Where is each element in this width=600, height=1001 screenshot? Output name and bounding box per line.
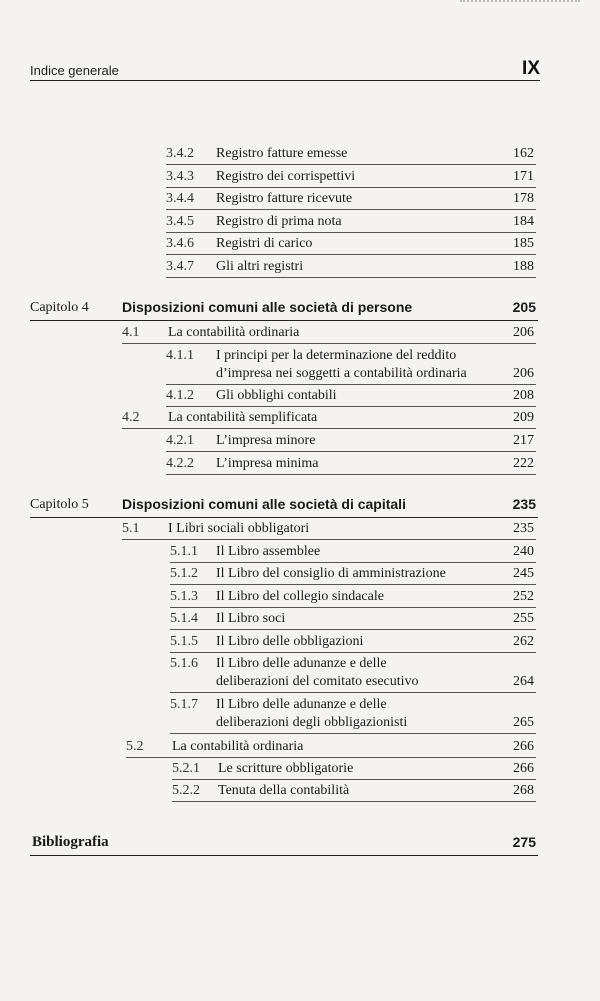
running-header-page-number: IX bbox=[522, 58, 540, 79]
header-rule bbox=[30, 80, 540, 81]
entry-title: Le scritture obbligatorie bbox=[218, 761, 354, 776]
entry-page: 255 bbox=[513, 611, 534, 626]
toc-entry[interactable] bbox=[166, 386, 536, 407]
entry-page: 222 bbox=[513, 456, 534, 471]
chapter-4-heading[interactable] bbox=[30, 298, 538, 321]
entry-title-line-1: Il Libro delle adunanze e delle bbox=[216, 697, 387, 712]
entry-number: 3.4.6 bbox=[166, 236, 194, 251]
toc-section[interactable] bbox=[126, 737, 536, 758]
section-title: I Libri sociali obbligatori bbox=[168, 521, 310, 536]
entry-title: Registri di carico bbox=[216, 236, 313, 251]
entry-number: 4.1.1 bbox=[166, 348, 194, 363]
entry-page: 185 bbox=[513, 236, 534, 251]
toc-entry[interactable] bbox=[170, 695, 536, 734]
entry-number: 5.2.1 bbox=[172, 761, 200, 776]
running-header-title: Indice generale bbox=[30, 63, 119, 78]
top-edge-mark bbox=[460, 0, 580, 5]
bibliography-page: 275 bbox=[512, 834, 536, 850]
toc-entry[interactable] bbox=[166, 144, 536, 165]
entry-number: 3.4.5 bbox=[166, 214, 194, 229]
entry-title-line-2: deliberazioni del comitato esecutivo bbox=[216, 674, 419, 689]
entry-page: 245 bbox=[513, 566, 534, 581]
entry-page: 240 bbox=[513, 544, 534, 559]
entry-title: Gli altri registri bbox=[216, 259, 304, 274]
section-number: 5.1 bbox=[122, 521, 140, 536]
toc-entry[interactable] bbox=[166, 234, 536, 255]
toc-section[interactable] bbox=[122, 408, 536, 429]
entry-title-line-1: I principi per la determinazione del reddito bbox=[216, 348, 457, 363]
toc-entry[interactable] bbox=[170, 632, 536, 653]
toc-entry[interactable] bbox=[170, 564, 536, 585]
entry-number: 5.1.4 bbox=[170, 611, 198, 626]
bibliography-title: Bibliografia bbox=[32, 834, 109, 850]
toc-entry[interactable] bbox=[166, 167, 536, 188]
toc-section[interactable] bbox=[122, 519, 536, 540]
toc-entry[interactable] bbox=[172, 759, 536, 780]
section-title: La contabilità semplificata bbox=[168, 410, 318, 425]
chapter-page: 235 bbox=[512, 496, 536, 512]
toc-entry[interactable] bbox=[166, 212, 536, 233]
section-page: 235 bbox=[513, 521, 534, 536]
entry-title: Registro dei corrispettivi bbox=[216, 169, 356, 184]
toc-entry[interactable] bbox=[170, 609, 536, 630]
chapter-label: Capitolo 4 bbox=[30, 300, 89, 315]
entry-title: Registro di prima nota bbox=[216, 214, 342, 229]
entry-title-line-2: d’impresa nei soggetti a contabilità ordinaria bbox=[216, 366, 467, 381]
chapter-page: 205 bbox=[512, 299, 536, 315]
toc-entry[interactable] bbox=[172, 781, 536, 802]
entry-title: Gli obblighi contabili bbox=[216, 388, 337, 403]
entry-title: Il Libro delle obbligazioni bbox=[216, 634, 364, 649]
entry-page: 184 bbox=[513, 214, 534, 229]
section-page: 266 bbox=[513, 739, 534, 754]
entry-page: 262 bbox=[513, 634, 534, 649]
entry-number: 3.4.3 bbox=[166, 169, 194, 184]
entry-page: 171 bbox=[513, 169, 534, 184]
entry-number: 5.1.1 bbox=[170, 544, 198, 559]
entry-page: 188 bbox=[513, 259, 534, 274]
entry-title: Il Libro del consiglio di amministrazione bbox=[216, 566, 446, 581]
entry-page: 178 bbox=[513, 191, 534, 206]
entry-title: Registro fatture emesse bbox=[216, 146, 348, 161]
section-number: 4.2 bbox=[122, 410, 140, 425]
entry-page: 217 bbox=[513, 433, 534, 448]
entry-number: 5.1.5 bbox=[170, 634, 198, 649]
entry-title-line-1: Il Libro delle adunanze e delle bbox=[216, 656, 387, 671]
entry-page: 264 bbox=[513, 674, 534, 689]
entry-number: 4.2.2 bbox=[166, 456, 194, 471]
entry-page: 162 bbox=[513, 146, 534, 161]
toc-entry[interactable] bbox=[170, 587, 536, 608]
toc-section[interactable] bbox=[122, 323, 536, 344]
entry-number: 5.1.2 bbox=[170, 566, 198, 581]
entry-title: Il Libro soci bbox=[216, 611, 286, 626]
entry-page: 252 bbox=[513, 589, 534, 604]
entry-title: Il Libro del collegio sindacale bbox=[216, 589, 384, 604]
entry-number: 5.1.7 bbox=[170, 697, 198, 712]
entry-title: L’impresa minima bbox=[216, 456, 319, 471]
chapter-label: Capitolo 5 bbox=[30, 497, 89, 512]
entry-number: 4.1.2 bbox=[166, 388, 194, 403]
entry-number: 5.2.2 bbox=[172, 783, 200, 798]
toc-entry[interactable] bbox=[166, 189, 536, 210]
section-number: 5.2 bbox=[126, 739, 144, 754]
section-page: 209 bbox=[513, 410, 534, 425]
toc-entry[interactable] bbox=[166, 257, 536, 278]
chapter-5-heading[interactable] bbox=[30, 495, 538, 518]
section-page: 206 bbox=[513, 325, 534, 340]
section-title: La contabilità ordinaria bbox=[168, 325, 300, 340]
entry-title: L’impresa minore bbox=[216, 433, 316, 448]
entry-page: 266 bbox=[513, 761, 534, 776]
entry-title: Il Libro assemblee bbox=[216, 544, 321, 559]
chapter-title: Disposizioni comuni alle società di persone bbox=[122, 299, 413, 315]
entry-page: 268 bbox=[513, 783, 534, 798]
entry-title-line-2: deliberazioni degli obbligazionisti bbox=[216, 715, 408, 730]
entry-number: 5.1.3 bbox=[170, 589, 198, 604]
entry-page: 265 bbox=[513, 715, 534, 730]
entry-number: 5.1.6 bbox=[170, 656, 198, 671]
entry-page: 206 bbox=[513, 366, 534, 381]
entry-number: 3.4.4 bbox=[166, 191, 194, 206]
entry-page: 208 bbox=[513, 388, 534, 403]
toc-entry[interactable] bbox=[166, 346, 536, 385]
entry-number: 4.2.1 bbox=[166, 433, 194, 448]
toc-entry[interactable] bbox=[170, 542, 536, 563]
bibliography-heading[interactable] bbox=[30, 833, 538, 856]
section-number: 4.1 bbox=[122, 325, 140, 340]
toc-entry[interactable] bbox=[166, 431, 536, 452]
entry-title: Registro fatture ricevute bbox=[216, 191, 353, 206]
entry-number: 3.4.2 bbox=[166, 146, 194, 161]
section-title: La contabilità ordinaria bbox=[172, 739, 304, 754]
chapter-title: Disposizioni comuni alle società di capitali bbox=[122, 496, 406, 512]
entry-number: 3.4.7 bbox=[166, 259, 194, 274]
toc-entry[interactable] bbox=[166, 454, 536, 475]
toc-entry[interactable] bbox=[170, 654, 536, 693]
entry-title: Tenuta della contabilità bbox=[218, 783, 350, 798]
